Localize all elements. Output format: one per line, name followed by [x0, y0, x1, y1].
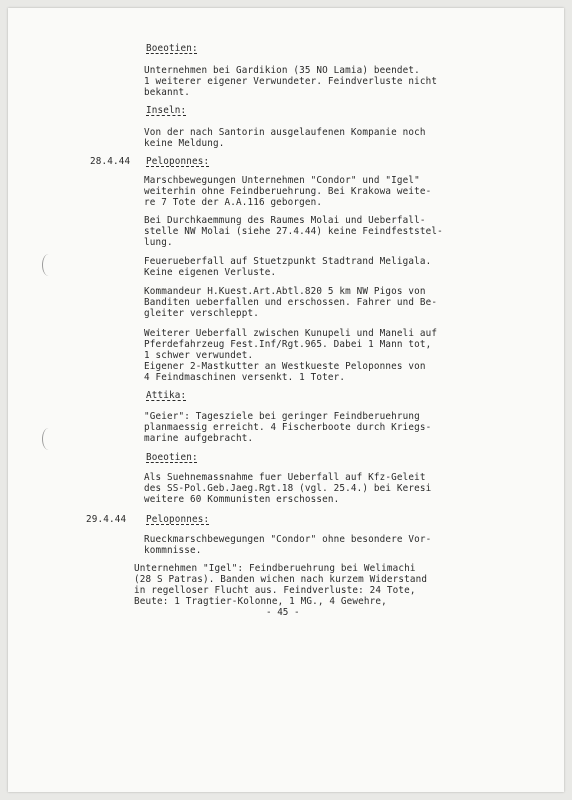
text-line: Unternehmen bei Gardikion (35 NO Lamia) beendet.: [144, 65, 420, 76]
section-heading: Peloponnes:: [146, 514, 210, 525]
punch-hole: [42, 254, 55, 276]
text-line: lung.: [144, 237, 173, 248]
text-line: Von der nach Santorin ausgelaufenen Kompanie noch: [144, 127, 426, 138]
text-line: 1 weiterer eigener Verwundeter. Feindverluste nicht: [144, 76, 438, 87]
document-page: [8, 8, 564, 792]
text-line: Pferdefahrzeug Fest.Inf/Rgt.965. Dabei 1 Mann tot,: [144, 339, 432, 350]
text-line: Rueckmarschbewegungen "Condor" ohne besondere Vor-: [144, 534, 432, 545]
section-heading: Boeotien:: [146, 43, 198, 54]
entry-date: 28.4.44: [90, 156, 131, 167]
section-heading: Attika:: [146, 390, 187, 401]
text-line: in regelloser Flucht aus. Feindverluste: 24 Tote,: [134, 585, 416, 596]
text-line: Keine eigenen Verluste.: [144, 267, 277, 278]
page-number: - 45 -: [266, 607, 300, 618]
text-line: Marschbewegungen Unternehmen "Condor" und "Igel": [144, 175, 420, 186]
text-line: marine aufgebracht.: [144, 433, 254, 444]
text-line: Unternehmen "Igel": Feindberuehrung bei Welimachi: [134, 563, 416, 574]
punch-hole: [42, 428, 55, 450]
text-line: "Geier": Tagesziele bei geringer Feindberuehrung: [144, 411, 420, 422]
text-line: kommnisse.: [144, 545, 202, 556]
text-line: Eigener 2-Mastkutter an Westkueste Peloponnes von: [144, 361, 426, 372]
entry-date: 29.4.44: [86, 514, 127, 525]
text-line: (28 S Patras). Banden wichen nach kurzem Widerstand: [134, 574, 428, 585]
text-line: Banditen ueberfallen und erschossen. Fahrer und Be-: [144, 297, 438, 308]
text-line: Beute: 1 Tragtier-Kolonne, 1 MG., 4 Gewehre,: [134, 596, 387, 607]
section-heading: Inseln:: [146, 105, 187, 116]
text-line: Kommandeur H.Kuest.Art.Abtl.820 5 km NW Pigos von: [144, 286, 426, 297]
text-line: 1 schwer verwundet.: [144, 350, 254, 361]
text-line: re 7 Tote der A.A.116 geborgen.: [144, 197, 323, 208]
text-line: planmaessig erreicht. 4 Fischerboote durch Kriegs-: [144, 422, 432, 433]
text-line: Bei Durchkaemmung des Raumes Molai und Ueberfall-: [144, 215, 426, 226]
text-line: Feuerueberfall auf Stuetzpunkt Stadtrand Meligala.: [144, 256, 432, 267]
text-line: 4 Feindmaschinen versenkt. 1 Toter.: [144, 372, 346, 383]
text-line: weiterhin ohne Feindberuehrung. Bei Krakowa weite-: [144, 186, 432, 197]
text-line: stelle NW Molai (siehe 27.4.44) keine Feindfeststel-: [144, 226, 443, 237]
text-line: gleiter verschleppt.: [144, 308, 259, 319]
section-heading: Boeotien:: [146, 452, 198, 463]
text-line: keine Meldung.: [144, 138, 225, 149]
section-heading: Peloponnes:: [146, 156, 210, 167]
text-line: Weiterer Ueberfall zwischen Kunupeli und Maneli auf: [144, 328, 438, 339]
text-line: weitere 60 Kommunisten erschossen.: [144, 494, 340, 505]
text-line: des SS-Pol.Geb.Jaeg.Rgt.18 (vgl. 25.4.) bei Keresi: [144, 483, 432, 494]
text-line: bekannt.: [144, 87, 190, 98]
text-line: Als Suehnemassnahme fuer Ueberfall auf Kfz-Geleit: [144, 472, 426, 483]
